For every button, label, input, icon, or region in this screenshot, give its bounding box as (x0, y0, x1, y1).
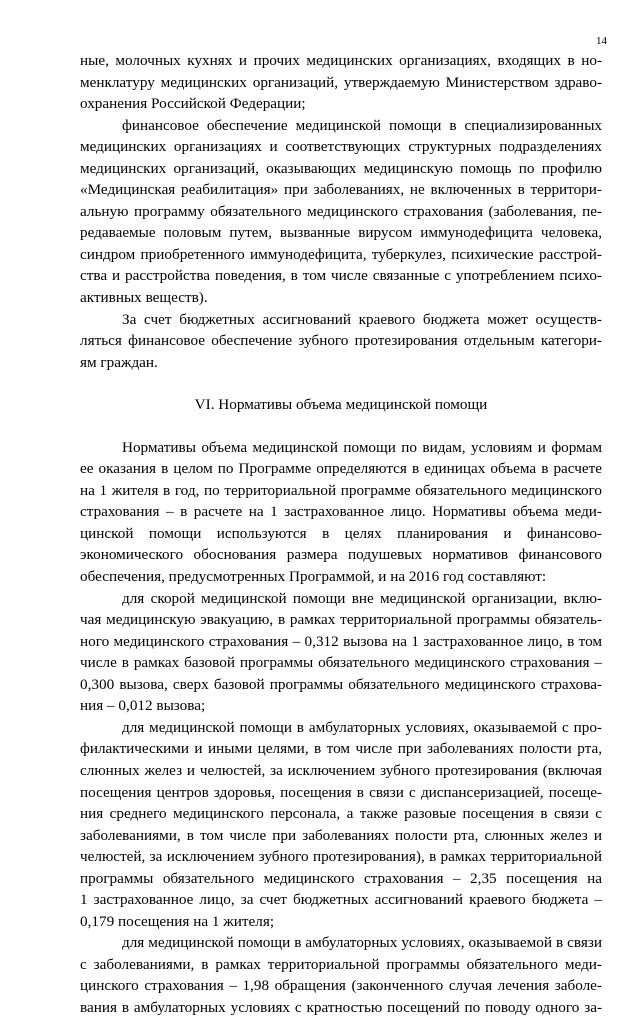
paragraph-line: на 1 жителя в год, по территориальной программе обязательного медицинского (80, 481, 602, 499)
paragraph-line: 1 застрахованное лицо, за счет бюджетных ассигнований краевого бюджета – (80, 891, 602, 909)
paragraph-line: с заболеваниями, в рамках территориальной программы обязательного меди- (80, 955, 602, 973)
paragraph-line: числе в рамках базовой программы обязательного медицинского страхования – (80, 654, 602, 672)
paragraph-line: менклатуру медицинских организаций, утверждаемую Министерством здраво- (80, 73, 602, 91)
paragraph-line: экономического обоснования размера подушевых нормативов финансового (80, 546, 602, 564)
paragraph-line: 0,300 вызова, сверх базовой программы обязательного медицинского страхова- (80, 675, 602, 693)
paragraph-line: цинской помощи используются в целях планирования и финансово- (80, 524, 602, 542)
text-block-before-heading (80, 50, 602, 373)
paragraph-line: финансовое обеспечение медицинской помощи в специализированных (122, 116, 602, 134)
paragraph-line: ее оказания в целом по Программе определяются в единицах объема в расчете (80, 460, 602, 478)
paragraph-line: «Медицинская реабилитация» при заболеваниях, не включенных в территори- (80, 181, 602, 199)
paragraph-line: филактическими и иными целями, в том числе при заболеваниях полости рта, (80, 740, 602, 758)
spacer (80, 373, 602, 394)
paragraph-line: для скорой медицинской помощи вне медицинской организации, вклю- (122, 589, 602, 607)
paragraph-line: ного медицинского страхования – 0,312 вызова на 1 застрахованное лицо, в том (80, 632, 602, 650)
paragraph-line: медицинских организациях и соответствующих структурных подразделениях (80, 138, 602, 156)
paragraph-line: медицинских организаций, оказывающих медицинскую помощь по профилю (80, 159, 602, 177)
paragraph-line: ния среднего медицинского персонала, а также разовые посещения в связи с (80, 805, 602, 823)
paragraph-line: посещения центров здоровья, посещения в связи с диспансеризацией, посеще- (80, 783, 602, 801)
paragraph-line: синдром приобретенного иммунодефицита, туберкулез, психические расстрой- (80, 245, 602, 263)
paragraph-line: программы обязательного медицинского страхования – 2,35 посещения на (80, 869, 602, 887)
paragraph-line: ные, молочных кухнях и прочих медицинских организациях, входящих в но- (80, 52, 602, 69)
page-number: 14 (596, 35, 607, 47)
paragraph-line: для медицинской помощи в амбулаторных условиях, оказываемой с про- (122, 718, 602, 736)
paragraph-line: ляться финансовое обеспечение зубного протезирования отдельным категори- (80, 332, 602, 350)
paragraph-line: слюнных желез и челюстей, за исключением зубного протезирования (включая (80, 761, 602, 779)
paragraph-line: активных веществ). (80, 289, 208, 307)
paragraph-line: За счет бюджетных ассигнований краевого бюджета может осуществ- (122, 310, 602, 328)
paragraph-line: цинского страхования – 1,98 обращения (законченного случая лечения заболе- (80, 977, 602, 995)
text-block-after-heading (80, 437, 602, 1019)
document-body (80, 50, 602, 1019)
spacer (80, 416, 602, 437)
paragraph-line: охранения Российской Федерации; (80, 95, 306, 113)
paragraph-line: альную программу обязательного медицинского страхования (заболевания, пе- (80, 202, 602, 220)
section-heading: VI. Нормативы объема медицинской помощи (194, 396, 488, 414)
paragraph-line: вания в амбулаторных условиях с кратностью посещений по поводу одного за- (80, 998, 602, 1016)
paragraph-line: ства и расстройства поведения, в том числе связанные с употреблением психо- (80, 267, 602, 285)
paragraph-line: 0,179 посещения на 1 жителя; (80, 912, 275, 930)
paragraph-line: для медицинской помощи в амбулаторных условиях, оказываемой в связи (122, 934, 602, 952)
paragraph-line: ям граждан. (80, 353, 158, 371)
paragraph-line: страхования – в расчете на 1 застрахованное лицо. Нормативы объема меди- (80, 503, 602, 521)
paragraph-line: заболеваниями, в том числе при заболеваниях полости рта, слюнных желез и (80, 826, 602, 844)
paragraph-line: челюстей, за исключением зубного протезирования), в рамках территориальной (80, 848, 602, 866)
paragraph-line: обеспечения, предусмотренных Программой, и на 2016 год составляют: (80, 568, 547, 586)
paragraph-line: чая медицинскую эвакуацию, в рамках территориальной программы обязатель- (80, 611, 602, 629)
paragraph-line: Нормативы объема медицинской помощи по видам, условиям и формам (122, 438, 602, 456)
paragraph-line: ния – 0,012 вызова; (80, 697, 206, 715)
paragraph-line: редаваемые половым путем, вызванные вирусом иммунодефицита человека, (80, 224, 602, 242)
